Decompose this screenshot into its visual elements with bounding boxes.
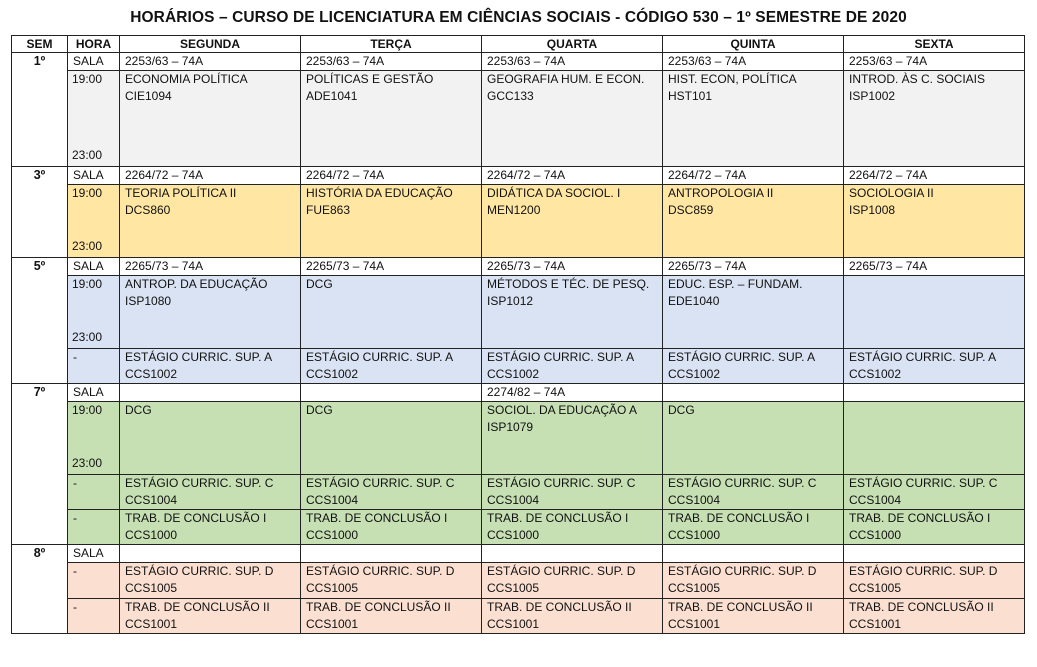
page-title: HORÁRIOS – CURSO DE LICENCIATURA EM CIÊNCIAS SOCIAIS - CÓDIGO 530 – 1º SEMESTRE DE 2020 <box>130 9 907 26</box>
estagio-cell <box>663 563 844 599</box>
class-cell <box>844 71 1025 167</box>
estagio-cell <box>301 475 482 510</box>
estagio-name: ESTÁGIO CURRIC. SUP. D <box>487 564 636 578</box>
dash-cell: - <box>68 349 120 384</box>
tcc-cell <box>663 510 844 545</box>
estagio-code: CCS1004 <box>125 493 178 507</box>
class-name: SOCIOLOGIA II <box>849 186 934 200</box>
hour-end: 23:00 <box>72 239 103 253</box>
estagio-code: CCS1004 <box>849 493 902 507</box>
room-cell <box>120 384 301 402</box>
class-name <box>849 402 1019 419</box>
room-cell <box>120 545 301 563</box>
room-cell: 2264/72 – 74A <box>844 167 1025 185</box>
class-name: DCG <box>125 403 152 417</box>
class-name: DCG <box>306 403 333 417</box>
tcc-name: TRAB. DE CONCLUSÃO II <box>668 600 813 614</box>
room-cell: 2264/72 – 74A <box>120 167 301 185</box>
room-cell: 2265/73 – 74A <box>663 258 844 276</box>
estagio-cell <box>844 563 1025 599</box>
hour-range <box>68 402 120 475</box>
header-quarta: QUARTA <box>482 36 663 53</box>
estagio-name: ESTÁGIO CURRIC. SUP. A <box>306 350 454 364</box>
header-sexta: SEXTA <box>844 36 1025 53</box>
sem3-label: 3º <box>12 167 68 258</box>
estagio-code: CCS1004 <box>306 493 359 507</box>
tcc-name: TRAB. DE CONCLUSÃO I <box>668 511 810 525</box>
room-cell: 2264/72 – 74A <box>663 167 844 185</box>
room-cell: 2253/63 – 74A <box>844 53 1025 71</box>
sem7-label: 7º <box>12 384 68 545</box>
class-code: CIE1094 <box>125 89 172 103</box>
estagio-cell <box>663 475 844 510</box>
estagio-cell <box>120 563 301 599</box>
sem7-class-row <box>12 402 1025 475</box>
estagio-cell <box>120 475 301 510</box>
estagio-code: CCS1005 <box>125 581 178 595</box>
class-code: ISP1012 <box>487 294 534 308</box>
class-code: HST101 <box>668 89 713 103</box>
hour-range <box>68 71 120 167</box>
header-segunda: SEGUNDA <box>120 36 301 53</box>
sala-label: SALA <box>68 384 120 402</box>
estagio-code: CCS1002 <box>849 367 902 381</box>
class-name: ECONOMIA POLÍTICA <box>125 72 248 86</box>
room-cell <box>301 384 482 402</box>
sem3-room-row <box>12 167 1025 185</box>
class-code: DSC859 <box>668 203 714 217</box>
schedule-table <box>11 35 1025 634</box>
class-cell <box>663 71 844 167</box>
class-cell <box>301 276 482 349</box>
estagio-cell <box>482 563 663 599</box>
estagio-code: CCS1002 <box>306 367 359 381</box>
room-cell: 2265/73 – 74A <box>120 258 301 276</box>
room-cell: 2265/73 – 74A <box>844 258 1025 276</box>
room-cell <box>663 384 844 402</box>
tcc-cell <box>120 599 301 634</box>
class-cell <box>120 185 301 258</box>
class-code <box>306 293 476 310</box>
room-cell <box>663 545 844 563</box>
estagio-code: CCS1002 <box>125 367 178 381</box>
header-row <box>12 36 1025 53</box>
estagio-name: ESTÁGIO CURRIC. SUP. D <box>125 564 274 578</box>
class-cell <box>120 402 301 475</box>
dash-cell: - <box>68 599 120 634</box>
class-name <box>849 276 1019 293</box>
header-terca: TERÇA <box>301 36 482 53</box>
room-cell <box>844 545 1025 563</box>
estagio-code: CCS1005 <box>487 581 540 595</box>
class-name: TEORIA POLÍTICA II <box>125 186 237 200</box>
sem8-label: 8º <box>12 545 68 634</box>
room-cell: 2253/63 – 74A <box>663 53 844 71</box>
class-cell <box>301 402 482 475</box>
tcc-name: TRAB. DE CONCLUSÃO II <box>849 600 994 614</box>
hour-range <box>68 276 120 349</box>
dash-cell: - <box>68 510 120 545</box>
room-cell: 2264/72 – 74A <box>301 167 482 185</box>
sala-label: SALA <box>68 53 120 71</box>
estagio-code: CCS1005 <box>306 581 359 595</box>
tcc-cell <box>482 510 663 545</box>
estagio-name: ESTÁGIO CURRIC. SUP. A <box>487 350 635 364</box>
estagio-name: ESTÁGIO CURRIC. SUP. A <box>668 350 816 364</box>
hour-start: 19:00 <box>72 72 103 86</box>
sem8-estagio-row <box>12 563 1025 599</box>
sem5-label: 5º <box>12 258 68 384</box>
estagio-name: ESTÁGIO CURRIC. SUP. C <box>306 476 455 490</box>
tcc-code: CCS1000 <box>668 528 721 542</box>
class-cell <box>482 276 663 349</box>
class-code <box>668 419 838 436</box>
class-code: EDE1040 <box>668 294 720 308</box>
room-cell: 2265/73 – 74A <box>301 258 482 276</box>
estagio-cell <box>482 475 663 510</box>
class-cell <box>482 402 663 475</box>
estagio-code: CCS1002 <box>668 367 721 381</box>
class-cell <box>844 402 1025 475</box>
tcc-code: CCS1001 <box>125 617 178 631</box>
estagio-code: CCS1005 <box>849 581 902 595</box>
room-cell <box>482 545 663 563</box>
class-name: INTROD. ÀS C. SOCIAIS <box>849 72 986 86</box>
estagio-code: CCS1005 <box>668 581 721 595</box>
class-name: DCG <box>668 403 695 417</box>
tcc-cell <box>663 599 844 634</box>
estagio-cell <box>663 349 844 384</box>
tcc-code: CCS1001 <box>306 617 359 631</box>
sala-label: SALA <box>68 167 120 185</box>
class-code: ISP1080 <box>125 294 172 308</box>
class-name: ANTROPOLOGIA II <box>668 186 774 200</box>
sem7-room-row <box>12 384 1025 402</box>
class-cell <box>120 276 301 349</box>
tcc-cell <box>844 510 1025 545</box>
tcc-code: CCS1001 <box>487 617 540 631</box>
hour-end: 23:00 <box>72 148 103 162</box>
hour-start: 19:00 <box>72 277 103 291</box>
class-code <box>849 419 1019 436</box>
sem5-estagio-row <box>12 349 1025 384</box>
class-cell <box>663 276 844 349</box>
estagio-name: ESTÁGIO CURRIC. SUP. D <box>668 564 817 578</box>
room-cell <box>844 384 1025 402</box>
tcc-code: CCS1001 <box>668 617 721 631</box>
estagio-cell <box>120 349 301 384</box>
class-cell <box>663 402 844 475</box>
sala-label: SALA <box>68 258 120 276</box>
room-cell: 2265/73 – 74A <box>482 258 663 276</box>
sem8-tcc-row <box>12 599 1025 634</box>
class-cell <box>844 276 1025 349</box>
sem5-room-row <box>12 258 1025 276</box>
room-cell: 2253/63 – 74A <box>482 53 663 71</box>
room-cell: 2253/63 – 74A <box>301 53 482 71</box>
tcc-cell <box>482 599 663 634</box>
tcc-code: CCS1001 <box>849 617 902 631</box>
tcc-name: TRAB. DE CONCLUSÃO I <box>306 511 448 525</box>
estagio-code: CCS1002 <box>487 367 540 381</box>
class-code <box>306 419 476 436</box>
tcc-name: TRAB. DE CONCLUSÃO I <box>849 511 991 525</box>
tcc-name: TRAB. DE CONCLUSÃO I <box>487 511 629 525</box>
tcc-name: TRAB. DE CONCLUSÃO II <box>125 600 270 614</box>
room-cell: 2274/82 – 74A <box>482 384 663 402</box>
hour-start: 19:00 <box>72 403 103 417</box>
estagio-cell <box>844 349 1025 384</box>
estagio-name: ESTÁGIO CURRIC. SUP. D <box>306 564 455 578</box>
tcc-name: TRAB. DE CONCLUSÃO I <box>125 511 267 525</box>
estagio-name: ESTÁGIO CURRIC. SUP. D <box>849 564 998 578</box>
room-cell <box>301 545 482 563</box>
class-code: ISP1008 <box>849 203 896 217</box>
class-code: DCS860 <box>125 203 171 217</box>
class-name: HISTÓRIA DA EDUCAÇÃO <box>306 186 453 200</box>
header-hora: HORA <box>68 36 120 53</box>
estagio-name: ESTÁGIO CURRIC. SUP. C <box>668 476 817 490</box>
estagio-name: ESTÁGIO CURRIC. SUP. A <box>125 350 273 364</box>
estagio-code: CCS1004 <box>668 493 721 507</box>
dash-cell: - <box>68 475 120 510</box>
class-cell <box>482 185 663 258</box>
class-cell <box>120 71 301 167</box>
tcc-code: CCS1000 <box>306 528 359 542</box>
estagio-name: ESTÁGIO CURRIC. SUP. C <box>849 476 998 490</box>
tcc-cell <box>301 510 482 545</box>
sala-label: SALA <box>68 545 120 563</box>
tcc-name: TRAB. DE CONCLUSÃO II <box>487 600 632 614</box>
class-code <box>125 419 295 436</box>
class-name: DCG <box>306 277 333 291</box>
class-name: SOCIOL. DA EDUCAÇÃO A <box>487 403 638 417</box>
tcc-cell <box>301 599 482 634</box>
estagio-cell <box>301 349 482 384</box>
dash-cell: - <box>68 563 120 599</box>
sem3-class-row <box>12 185 1025 258</box>
sem7-tcc-row <box>12 510 1025 545</box>
class-name: GEOGRAFIA HUM. E ECON. <box>487 72 645 86</box>
room-cell: 2264/72 – 74A <box>482 167 663 185</box>
tcc-code: CCS1000 <box>487 528 540 542</box>
sem5-class-row <box>12 276 1025 349</box>
class-cell <box>301 71 482 167</box>
estagio-cell <box>844 475 1025 510</box>
class-name: ANTROP. DA EDUCAÇÃO <box>125 277 268 291</box>
sem7-estagio-row <box>12 475 1025 510</box>
class-name: EDUC. ESP. – FUNDAM. <box>668 277 803 291</box>
room-cell: 2253/63 – 74A <box>120 53 301 71</box>
class-name: MÉTODOS E TÉC. DE PESQ. <box>487 277 650 291</box>
tcc-code: CCS1000 <box>849 528 902 542</box>
class-code: ISP1002 <box>849 89 896 103</box>
hour-end: 23:00 <box>72 456 103 470</box>
hour-range <box>68 185 120 258</box>
class-name: POLÍTICAS E GESTÃO <box>306 72 434 86</box>
tcc-cell <box>844 599 1025 634</box>
estagio-code: CCS1004 <box>487 493 540 507</box>
estagio-name: ESTÁGIO CURRIC. SUP. A <box>849 350 997 364</box>
header-sem: SEM <box>12 36 68 53</box>
class-code: ISP1079 <box>487 420 534 434</box>
class-code <box>849 293 1019 310</box>
hour-end: 23:00 <box>72 330 103 344</box>
sem1-room-row <box>12 53 1025 71</box>
header-quinta: QUINTA <box>663 36 844 53</box>
tcc-cell <box>120 510 301 545</box>
class-cell <box>301 185 482 258</box>
hour-start: 19:00 <box>72 186 103 200</box>
class-code: ADE1041 <box>306 89 358 103</box>
estagio-cell <box>301 563 482 599</box>
estagio-cell <box>482 349 663 384</box>
tcc-code: CCS1000 <box>125 528 178 542</box>
class-code: GCC133 <box>487 89 534 103</box>
class-name: DIDÁTICA DA SOCIOL. I <box>487 186 621 200</box>
estagio-name: ESTÁGIO CURRIC. SUP. C <box>487 476 636 490</box>
class-cell <box>663 185 844 258</box>
sem8-room-row <box>12 545 1025 563</box>
sem1-class-row <box>12 71 1025 167</box>
class-code: MEN1200 <box>487 203 541 217</box>
class-cell <box>844 185 1025 258</box>
tcc-name: TRAB. DE CONCLUSÃO II <box>306 600 451 614</box>
sem1-label: 1º <box>12 53 68 167</box>
class-code: FUE863 <box>306 203 351 217</box>
class-cell <box>482 71 663 167</box>
class-name: HIST. ECON, POLÍTICA <box>668 72 797 86</box>
estagio-name: ESTÁGIO CURRIC. SUP. C <box>125 476 274 490</box>
